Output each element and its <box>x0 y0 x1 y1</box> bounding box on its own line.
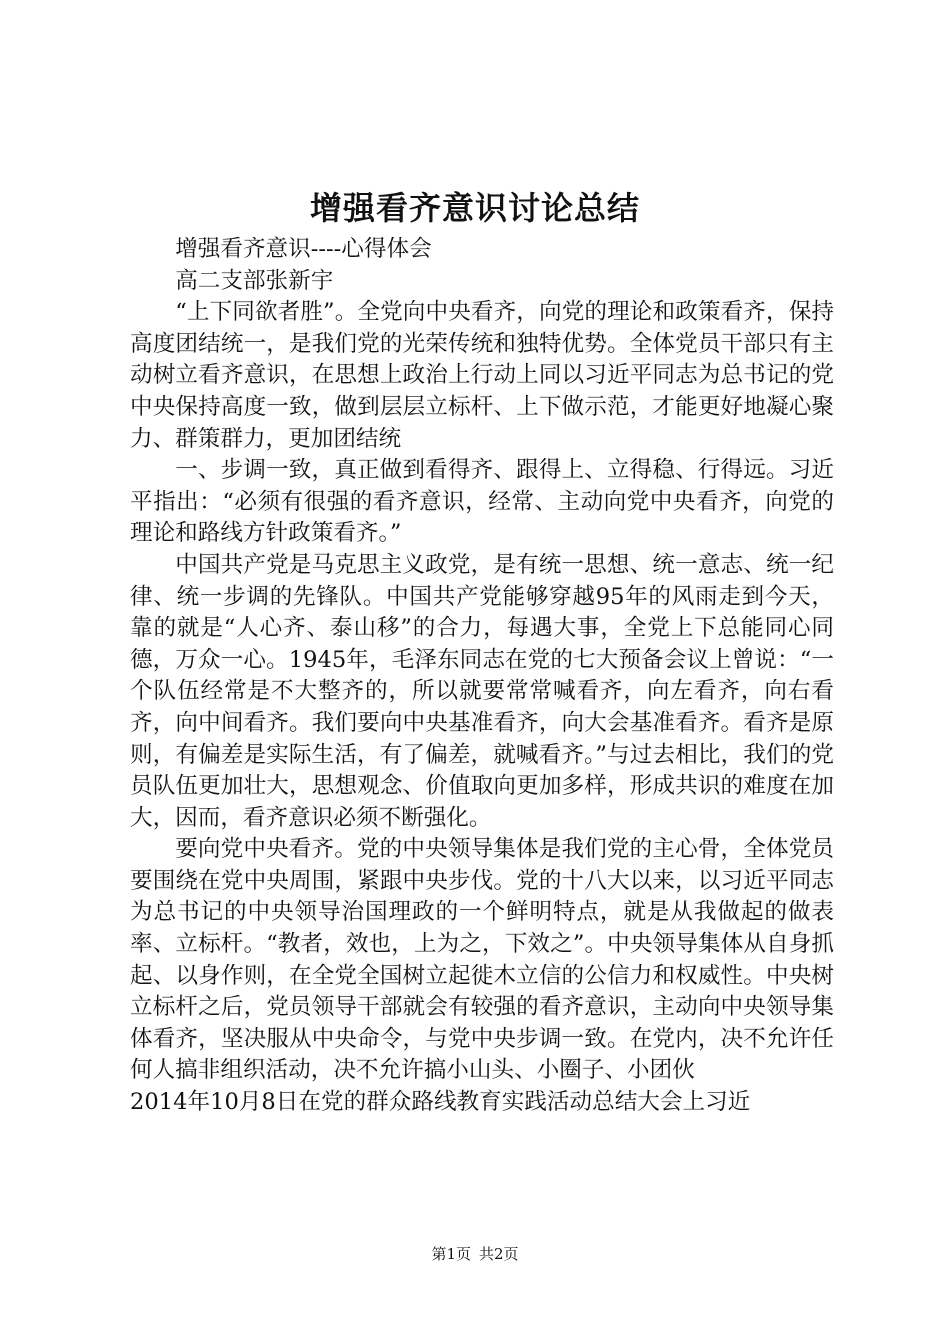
document-title: 增强看齐意识讨论总结 <box>309 189 640 227</box>
body-paragraph: 2014年10月8日在党的群众路线教育实践活动总结大会上习近 <box>130 1089 751 1116</box>
body-paragraph: 中国共产党是马克思主义政党，是有统一思想、统一意志、统一纪律、统一步调的先锋队。中国共产党能够穿越95年的风雨走到今天，靠的就是“人心齐、泰山移”的合力，每遇大事，全党上下总能同心同德，万众一心。1945年，毛泽东同志在党的七大预备会议上曾说：“一个队伍经常是不大整齐的，所以就要常常喊看齐，向左看齐，向右看齐，向中间看齐。我们要向中央基准看齐，向大会基准看齐。看齐是原则，有偏差是实际生活，有了偏差，就喊看齐。”与过去相比，我们的党员队伍更加壮大，思想观念、价值取向更加多样，形成共识的难度在加大，因而，看齐意识必须不断强化。 <box>130 551 834 831</box>
subtitle-paragraph: 增强看齐意识----心得体会 <box>175 236 432 262</box>
document-body <box>130 234 834 1119</box>
body-paragraph: 要向党中央看齐。党的中央领导集体是我们党的主心骨，全体党员要围绕在党中央周围，紧跟中央步伐。党的十八大以来，以习近平同志为总书记的中央领导治国理政的一个鲜明特点，就是从我做起的做表率、立标杆。“教者，效也，上为之，下效之”。中央领导集体从自身抓起、以身作则，在全党全国树立起徙木立信的公信力和权威性。中央树立标杆之后，党员领导干部就会有较强的看齐意识，主动向中央领导集体看齐，坚决服从中央命令，与党中央步调一致。在党内，决不允许任何人搞非组织活动，决不允许搞小山头、小圈子、小团伙 <box>130 836 834 1084</box>
body-paragraph: 一、步调一致，真正做到看得齐、跟得上、立得稳、行得远。习近平指出：“必须有很强的看齐意识，经常、主动向党中央看齐，向党的理论和路线方针政策看齐。” <box>130 457 834 547</box>
page-current-label: 第1页 <box>431 1245 471 1263</box>
page-total-label: 共2页 <box>479 1245 519 1263</box>
author-paragraph: 高二支部张新宇 <box>175 267 334 294</box>
body-paragraph: “上下同欲者胜”。全党向中央看齐，向党的理论和政策看齐，保持高度团结统一，是我们党的光荣传统和独特优势。全体党员干部只有主动树立看齐意识，在思想上政治上行动上同以习近平同志为总书记的党中央保持高度一致，做到层层立标杆、上下做示范，才能更好地凝心聚力、群策群力，更加团结统 <box>130 299 834 452</box>
page-footer <box>0 1243 950 1265</box>
